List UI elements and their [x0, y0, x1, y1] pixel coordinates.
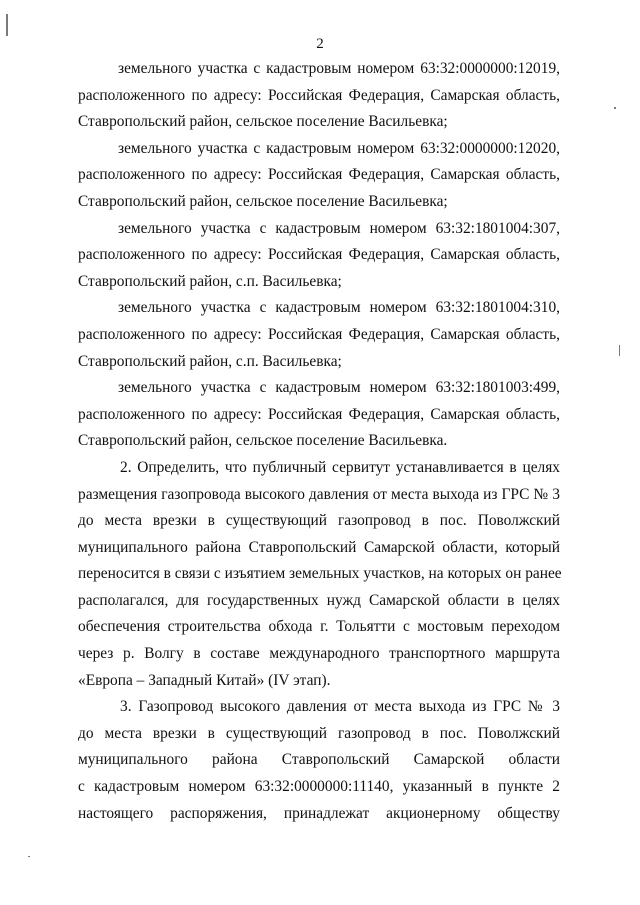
text-line: земельного участка с кадастровым номером 63:32:1801003:499, — [118, 379, 560, 397]
document-body — [78, 56, 560, 827]
text-line: расположенного по адресу: Российская Федерация, Самарская область, — [78, 405, 560, 423]
paragraph-3-line: до места врезки в существующий газопровод в пос. Поволжский — [78, 724, 560, 742]
text-line: расположенного по адресу: Российская Федерация, Самарская область, — [78, 246, 560, 264]
paragraph-3-line: с кадастровым номером 63:32:0000000:11140, указанный в пункте 2 — [78, 778, 560, 796]
text-line: Ставропольский район, с.п. Васильевка; — [78, 352, 342, 370]
scan-speck — [614, 107, 616, 109]
page-number: 2 — [316, 36, 324, 52]
paragraph-2-line: 2. Определить, что публичный сервитут устанавливается в целях — [120, 458, 560, 476]
paragraph-3-line: муниципального района Ставропольский Самарской области — [78, 751, 560, 769]
paragraph-2-line: муниципального района Ставропольский Самарской области, который — [78, 538, 560, 556]
text-line: Ставропольский район, с.п. Васильевка; — [78, 272, 342, 290]
paragraph-2-line: через р. Волгу в составе международного транспортного маршрута — [78, 645, 560, 663]
text-line: земельного участка с кадастровым номером 63:32:0000000:12019, — [118, 60, 560, 77]
text-line: Ставропольский район, сельское поселение Васильевка; — [78, 113, 448, 131]
paragraph-2-line: до места врезки в существующий газопровод в пос. Поволжский — [78, 512, 560, 530]
scan-speck — [28, 856, 30, 857]
text-line: Ставропольский район, сельское поселение Васильевка; — [78, 192, 448, 210]
paragraph-2-line: «Европа – Западный Китай» (IV этап). — [78, 671, 331, 689]
paragraph-3-line: 3. Газопровод высокого давления от места выхода из ГРС № 3 — [120, 698, 560, 716]
paragraph-2-line: размещения газопровода высокого давления от места выхода из ГРС № 3 — [78, 485, 560, 503]
text-line: Ставропольский район, сельское поселение Васильевка. — [78, 432, 448, 450]
paragraph-2-line: переносится в связи с изъятием земельных участков, на которых он ранее — [78, 565, 562, 583]
text-line: расположенного по адресу: Российская Федерация, Самарская область, — [78, 86, 560, 104]
text-line: земельного участка с кадастровым номером 63:32:1801004:307, — [118, 219, 560, 237]
scan-speck — [6, 14, 8, 36]
text-line: расположенного по адресу: Российская Федерация, Самарская область, — [78, 325, 560, 343]
text-line: земельного участка с кадастровым номером 63:32:1801004:310, — [118, 299, 560, 317]
text-line: расположенного по адресу: Российская Федерация, Самарская область, — [78, 166, 560, 184]
paragraph-3-line: настоящего распоряжения, принадлежат акционерному обществу — [78, 804, 560, 822]
scan-speck — [619, 345, 620, 356]
text-line: земельного участка с кадастровым номером 63:32:0000000:12020, — [118, 139, 560, 157]
paragraph-2-line: обеспечения строительства обхода г. Тольятти с мостовым переходом — [78, 618, 560, 636]
paragraph-2-line: располагался, для государственных нужд Самарской области в целях — [78, 591, 560, 609]
